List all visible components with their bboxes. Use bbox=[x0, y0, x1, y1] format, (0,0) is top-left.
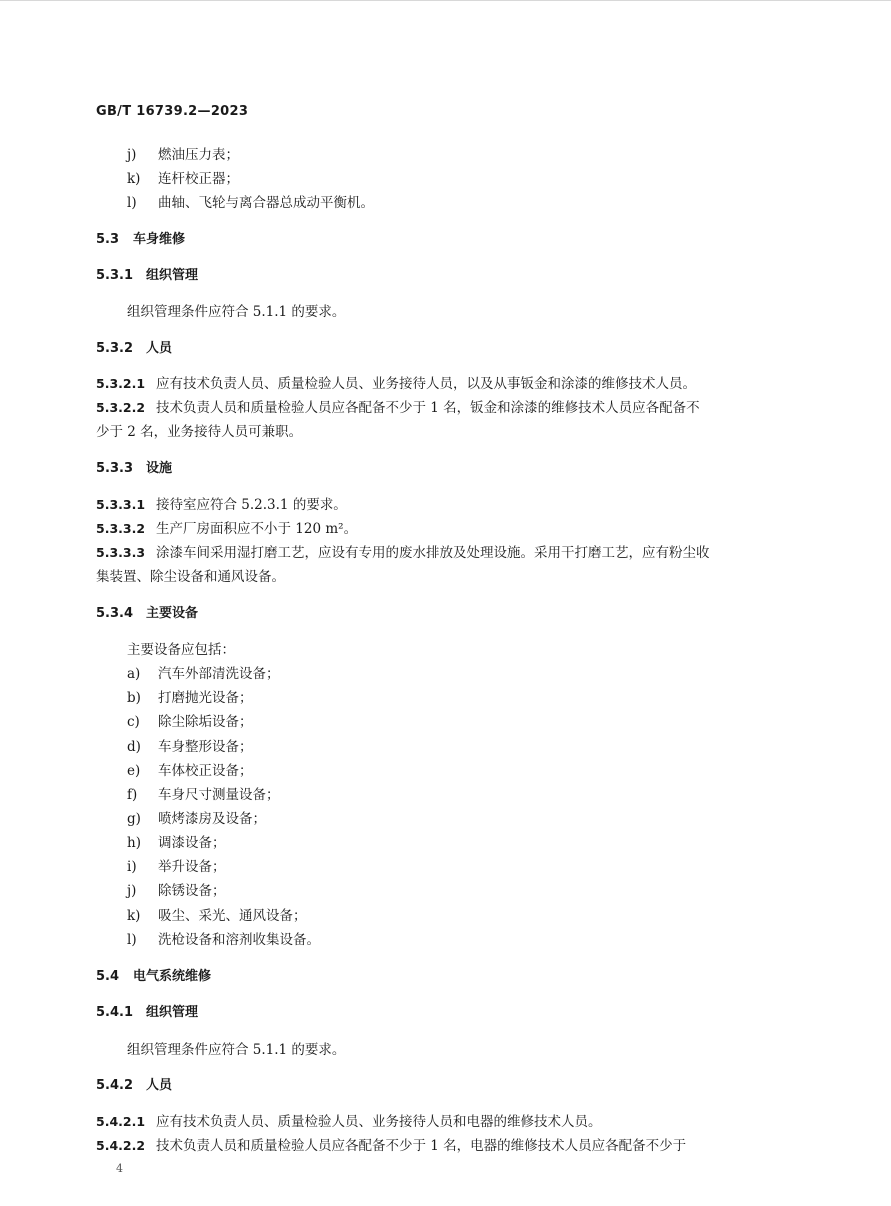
list-text: 车身尺寸测量设备； bbox=[158, 787, 280, 803]
list-item bbox=[127, 712, 253, 732]
list-text: 曲轴、飞轮与离合器总成动平衡机。 bbox=[158, 195, 374, 211]
clause-5-4-2-2 bbox=[96, 1136, 686, 1156]
section-heading-5-4 bbox=[96, 967, 211, 987]
list-marker: d) bbox=[127, 739, 141, 755]
list-item bbox=[127, 688, 253, 708]
list-marker: l) bbox=[127, 932, 137, 948]
section-heading-5-4-1 bbox=[96, 1003, 198, 1023]
list-text: 打磨抛光设备； bbox=[158, 690, 253, 706]
section-heading-5-3-4 bbox=[96, 604, 198, 624]
paragraph: 主要设备应包括： bbox=[127, 642, 235, 658]
list-text: 喷烤漆房及设备； bbox=[158, 811, 266, 827]
section-title: 主要设备 bbox=[146, 606, 199, 621]
list-text: 举升设备； bbox=[158, 859, 226, 875]
section-heading-5-3 bbox=[96, 230, 185, 250]
paragraph: 组织管理条件应符合 5.1.1 的要求。 bbox=[127, 304, 346, 320]
section-number: 5.4 bbox=[96, 969, 120, 984]
list-text: 车体校正设备； bbox=[158, 763, 253, 779]
standard-header: GB/T 16739.2—2023 bbox=[96, 104, 249, 119]
list-marker: k) bbox=[127, 908, 141, 924]
clause-5-3-2-1 bbox=[96, 374, 696, 394]
list-item bbox=[127, 145, 239, 165]
list-marker: k) bbox=[127, 171, 141, 187]
section-number: 5.3.3 bbox=[96, 461, 134, 476]
section-heading-5-4-2 bbox=[96, 1076, 172, 1096]
list-marker: i) bbox=[127, 859, 137, 875]
section-title: 人员 bbox=[146, 1078, 173, 1093]
clause-5-3-3-2 bbox=[96, 519, 357, 539]
clause-number: 5.4.2.1 bbox=[96, 1114, 146, 1129]
section-heading-5-3-3 bbox=[96, 459, 172, 479]
list-item bbox=[127, 857, 226, 877]
section-title: 车身维修 bbox=[133, 232, 186, 247]
section-heading-5-3-2 bbox=[96, 339, 172, 359]
section-title: 组织管理 bbox=[146, 1005, 199, 1020]
section-number: 5.3 bbox=[96, 232, 120, 247]
list-marker: c) bbox=[127, 714, 140, 730]
clause-text: 涂漆车间采用湿打磨工艺，应设有专用的废水排放及处理设施。采用干打磨工艺，应有粉尘收 bbox=[156, 545, 710, 561]
clause-text: 技术负责人员和质量检验人员应各配备不少于 1 名，电器的维修技术人员应各配备不少于 bbox=[156, 1138, 687, 1154]
list-item bbox=[127, 833, 226, 853]
list-text: 除锈设备； bbox=[158, 883, 226, 899]
list-item bbox=[127, 664, 280, 684]
list-text: 汽车外部清洗设备； bbox=[158, 666, 280, 682]
list-marker: h) bbox=[127, 835, 141, 851]
clause-text: 生产厂房面积应不小于 120 m²。 bbox=[156, 521, 358, 537]
clause-5-4-2-1 bbox=[96, 1112, 602, 1132]
clause-continuation: 少于 2 名，业务接待人员可兼职。 bbox=[96, 424, 303, 440]
section-title: 组织管理 bbox=[146, 268, 199, 283]
list-item bbox=[127, 906, 307, 926]
list-text: 调漆设备； bbox=[158, 835, 226, 851]
section-title: 人员 bbox=[146, 341, 173, 356]
list-marker: l) bbox=[127, 195, 137, 211]
list-marker: e) bbox=[127, 763, 141, 779]
list-text: 吸尘、采光、通风设备； bbox=[158, 908, 307, 924]
list-text: 除尘除垢设备； bbox=[158, 714, 253, 730]
clause-number: 5.4.2.2 bbox=[96, 1138, 146, 1153]
section-heading-5-3-1 bbox=[96, 266, 198, 286]
clause-number: 5.3.3.1 bbox=[96, 497, 146, 512]
list-item bbox=[127, 809, 266, 829]
list-text: 连杆校正器； bbox=[158, 171, 239, 187]
page-number: 4 bbox=[116, 1162, 123, 1175]
page-top-border bbox=[0, 0, 891, 1]
list-item bbox=[127, 881, 226, 901]
list-marker: j) bbox=[127, 883, 137, 899]
list-marker: b) bbox=[127, 690, 141, 706]
clause-continuation: 集装置、除尘设备和通风设备。 bbox=[96, 569, 285, 585]
list-text: 车身整形设备； bbox=[158, 739, 253, 755]
list-marker: j) bbox=[127, 147, 137, 163]
clause-number: 5.3.3.3 bbox=[96, 545, 146, 560]
list-marker: f) bbox=[127, 787, 138, 803]
clause-text: 接待室应符合 5.2.3.1 的要求。 bbox=[156, 497, 347, 513]
section-number: 5.3.4 bbox=[96, 606, 134, 621]
section-number: 5.4.2 bbox=[96, 1078, 134, 1093]
clause-number: 5.3.2.2 bbox=[96, 400, 146, 415]
clause-text: 技术负责人员和质量检验人员应各配备不少于 1 名，钣金和涂漆的维修技术人员应各配备不 bbox=[156, 400, 700, 416]
list-item bbox=[127, 785, 280, 805]
list-item bbox=[127, 169, 239, 189]
list-text: 洗枪设备和溶剂收集设备。 bbox=[158, 932, 320, 948]
list-item bbox=[127, 737, 253, 757]
section-number: 5.3.1 bbox=[96, 268, 134, 283]
list-item bbox=[127, 930, 320, 950]
section-number: 5.4.1 bbox=[96, 1005, 134, 1020]
section-title: 电气系统维修 bbox=[133, 969, 212, 984]
clause-text: 应有技术负责人员、质量检验人员、业务接待人员和电器的维修技术人员。 bbox=[156, 1114, 602, 1130]
paragraph: 组织管理条件应符合 5.1.1 的要求。 bbox=[127, 1042, 346, 1058]
clause-text: 应有技术负责人员、质量检验人员、业务接待人员，以及从事钣金和涂漆的维修技术人员。 bbox=[156, 376, 696, 392]
clause-5-3-2-2 bbox=[96, 398, 700, 418]
section-title: 设施 bbox=[146, 461, 173, 476]
section-number: 5.3.2 bbox=[96, 341, 134, 356]
clause-5-3-3-1 bbox=[96, 495, 347, 515]
clause-number: 5.3.2.1 bbox=[96, 376, 146, 391]
list-text: 燃油压力表； bbox=[158, 147, 239, 163]
list-item bbox=[127, 193, 374, 213]
clause-5-3-3-3 bbox=[96, 543, 710, 563]
clause-number: 5.3.3.2 bbox=[96, 521, 146, 536]
list-marker: a) bbox=[127, 666, 141, 682]
list-marker: g) bbox=[127, 811, 141, 827]
list-item bbox=[127, 761, 253, 781]
